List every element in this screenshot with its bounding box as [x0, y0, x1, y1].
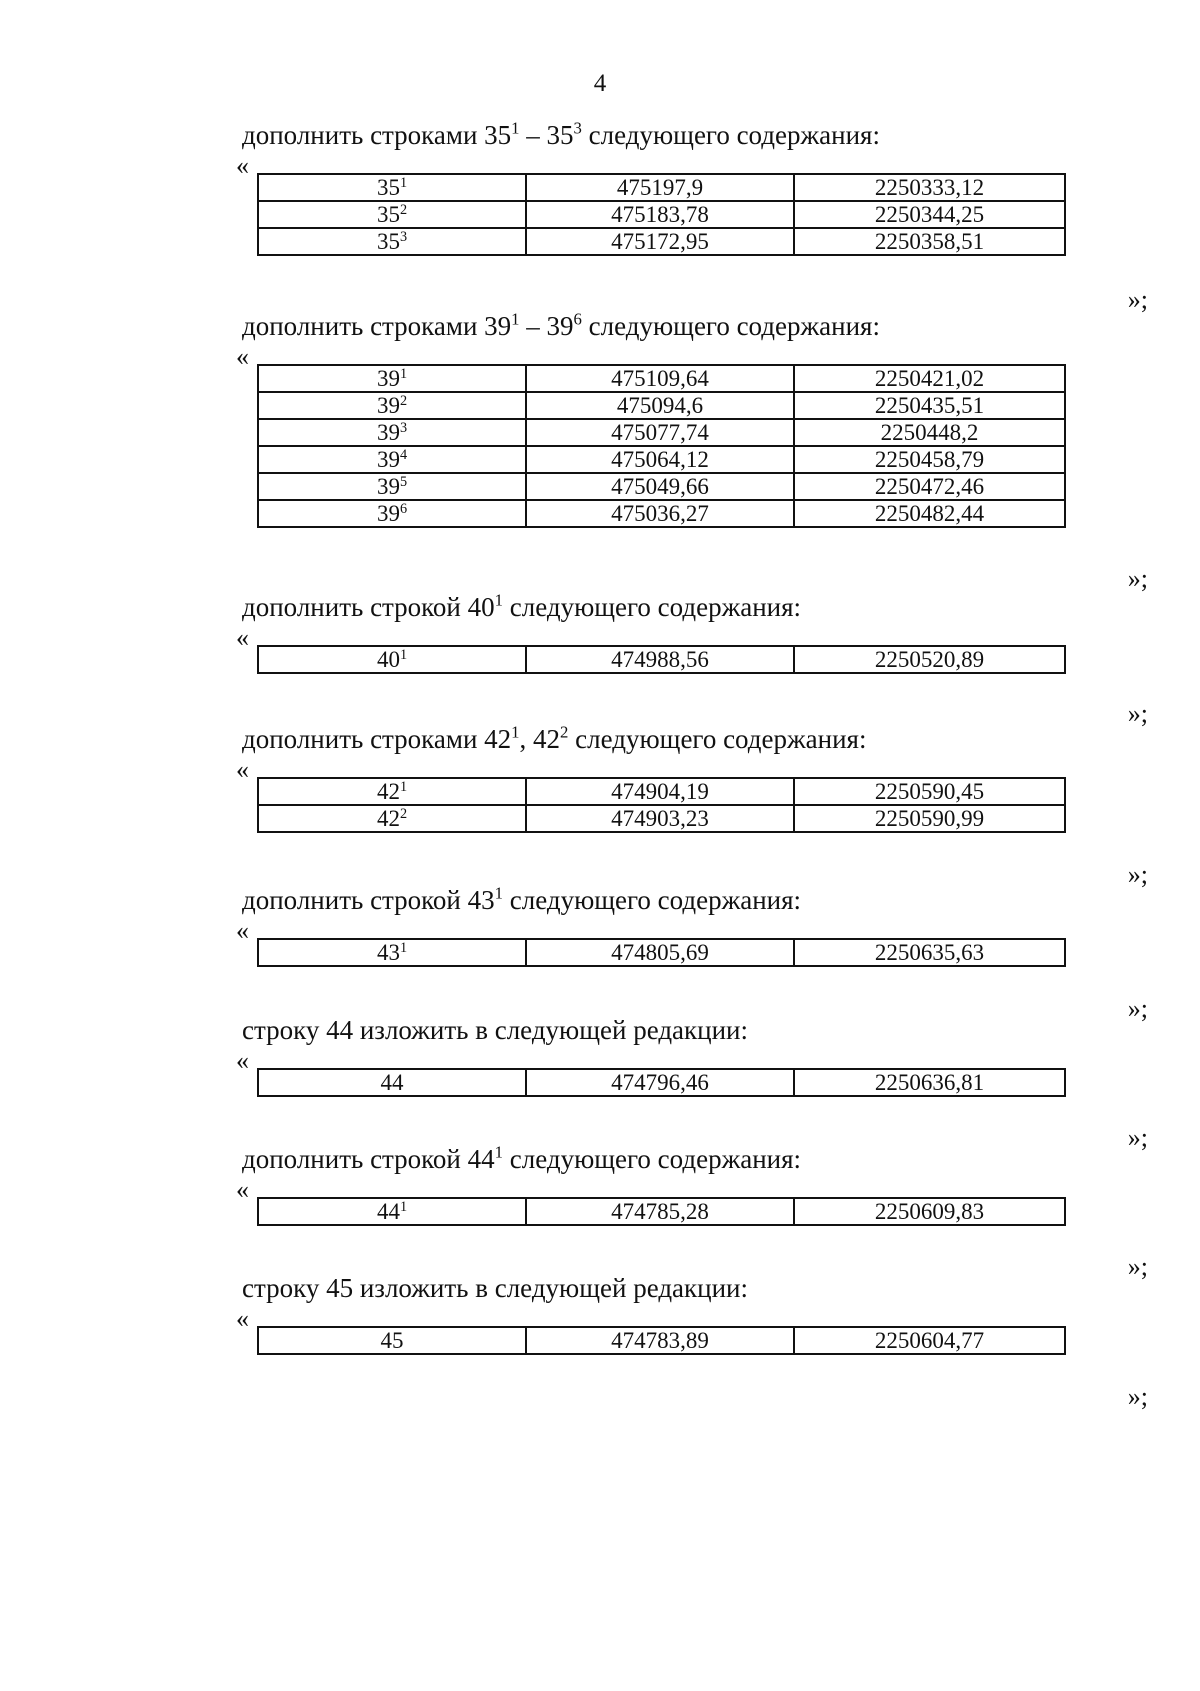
amendment-intro: дополнить строкой $44^1$ следующего содержания:: [242, 1142, 802, 1174]
y-coordinate: 2250636,81: [794, 1069, 1065, 1096]
amendment-section: [236, 1013, 1148, 1152]
coordinates-table: [257, 938, 1066, 967]
x-coordinate: 474783,89: [526, 1327, 794, 1354]
x-coordinate: 475049,66: [526, 473, 794, 500]
point-number: $39^3$: [258, 419, 526, 446]
point-number: $39^5$: [258, 473, 526, 500]
coordinates-table: [257, 1326, 1066, 1355]
table-row: [258, 805, 1065, 832]
point-number: $39^4$: [258, 446, 526, 473]
x-coordinate: 474805,69: [526, 939, 794, 966]
opening-quote: «: [236, 916, 249, 945]
table-row: [258, 419, 1065, 446]
amendment-section: [236, 883, 1148, 1023]
y-coordinate: 2250458,79: [794, 446, 1065, 473]
point-number: $43^1$: [258, 939, 526, 966]
table-row: [258, 1198, 1065, 1225]
coordinates-table: [257, 1197, 1066, 1226]
amendment-intro: строку 45 изложить в следующей редакции:: [242, 1273, 749, 1303]
opening-quote: «: [236, 623, 249, 652]
closing-quote: »;: [1127, 1382, 1148, 1411]
table-row: [258, 392, 1065, 419]
coordinates-table: [257, 173, 1066, 256]
x-coordinate: 475183,78: [526, 201, 794, 228]
point-number: $40^1$: [258, 646, 526, 673]
y-coordinate: 2250344,25: [794, 201, 1065, 228]
x-coordinate: 475094,6: [526, 392, 794, 419]
page-number: 4: [593, 70, 607, 97]
table-row: [258, 778, 1065, 805]
y-coordinate: 2250333,12: [794, 174, 1065, 201]
x-coordinate: 474796,46: [526, 1069, 794, 1096]
amendment-intro: дополнить строкой $43^1$ следующего содержания:: [242, 883, 802, 915]
point-number: $39^6$: [258, 500, 526, 527]
table-row: [258, 201, 1065, 228]
closing-quote: »;: [1127, 1252, 1148, 1281]
closing-quote: »;: [1127, 994, 1148, 1023]
table-row: [258, 646, 1065, 673]
point-number: $42^2$: [258, 805, 526, 832]
coordinates-table: [257, 645, 1066, 674]
amendment-intro: дополнить строками $35^1 - 35^3$ следующего содержания:: [242, 118, 880, 150]
amendment-section: [236, 309, 1148, 593]
amendment-section: [236, 722, 1148, 889]
y-coordinate: 2250435,51: [794, 392, 1065, 419]
coordinates-table: [257, 1068, 1066, 1097]
point-number: $35^3$: [258, 228, 526, 255]
x-coordinate: 475036,27: [526, 500, 794, 527]
table-row: [258, 939, 1065, 966]
point-number: 45: [258, 1327, 526, 1354]
table-row: [258, 473, 1065, 500]
point-number: $44^1$: [258, 1198, 526, 1225]
y-coordinate: 2250604,77: [794, 1327, 1065, 1354]
closing-quote: »;: [1127, 1123, 1148, 1152]
closing-quote: »;: [1127, 699, 1148, 728]
table-row: [258, 1327, 1065, 1354]
y-coordinate: 2250421,02: [794, 365, 1065, 392]
y-coordinate: 2250472,46: [794, 473, 1065, 500]
y-coordinate: 2250609,83: [794, 1198, 1065, 1225]
table-row: [258, 500, 1065, 527]
opening-quote: «: [236, 1175, 249, 1204]
point-number: $42^1$: [258, 778, 526, 805]
x-coordinate: 474903,23: [526, 805, 794, 832]
amendment-intro: строку 44 изложить в следующей редакции:: [242, 1015, 749, 1045]
x-coordinate: 474785,28: [526, 1198, 794, 1225]
y-coordinate: 2250358,51: [794, 228, 1065, 255]
closing-quote: »;: [1127, 285, 1148, 314]
table-row: [258, 446, 1065, 473]
x-coordinate: 474988,56: [526, 646, 794, 673]
coordinates-table: [257, 777, 1066, 833]
y-coordinate: 2250448,2: [794, 419, 1065, 446]
amendment-section: [236, 1271, 1148, 1411]
amendment-section: [236, 118, 1148, 314]
x-coordinate: 475077,74: [526, 419, 794, 446]
x-coordinate: 475109,64: [526, 365, 794, 392]
closing-quote: »;: [1127, 564, 1148, 593]
amendment-intro: дополнить строками $42^1$, $42^2$ следующего содержания:: [242, 722, 867, 754]
point-number: $39^2$: [258, 392, 526, 419]
opening-quote: «: [236, 1046, 249, 1075]
opening-quote: «: [236, 1304, 249, 1333]
y-coordinate: 2250482,44: [794, 500, 1065, 527]
amendment-intro: дополнить строкой $40^1$ следующего содержания:: [242, 590, 802, 622]
y-coordinate: 2250520,89: [794, 646, 1065, 673]
table-row: [258, 1069, 1065, 1096]
amendment-section: [236, 590, 1148, 728]
point-number: $39^1$: [258, 365, 526, 392]
table-row: [258, 174, 1065, 201]
y-coordinate: 2250635,63: [794, 939, 1065, 966]
x-coordinate: 475172,95: [526, 228, 794, 255]
point-number: $35^1$: [258, 174, 526, 201]
table-row: [258, 228, 1065, 255]
y-coordinate: 2250590,99: [794, 805, 1065, 832]
point-number: 44: [258, 1069, 526, 1096]
x-coordinate: 475064,12: [526, 446, 794, 473]
x-coordinate: 475197,9: [526, 174, 794, 201]
coordinates-table: [257, 364, 1066, 528]
amendment-intro: дополнить строками $39^1 - 39^6$ следующего содержания:: [242, 309, 880, 341]
opening-quote: «: [236, 342, 249, 371]
y-coordinate: 2250590,45: [794, 778, 1065, 805]
opening-quote: «: [236, 755, 249, 784]
x-coordinate: 474904,19: [526, 778, 794, 805]
table-row: [258, 365, 1065, 392]
closing-quote: »;: [1127, 860, 1148, 889]
point-number: $35^2$: [258, 201, 526, 228]
amendment-section: [236, 1142, 1148, 1281]
opening-quote: «: [236, 151, 249, 180]
